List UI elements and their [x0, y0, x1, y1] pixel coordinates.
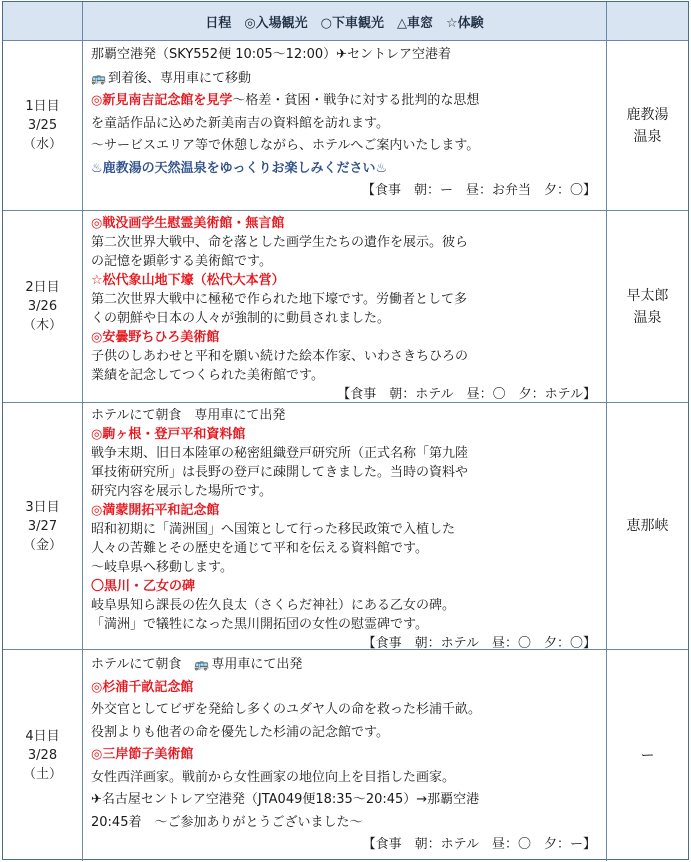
day-cell: [3, 211, 83, 402]
schedule-line: [91, 744, 600, 767]
schedule-line: [91, 812, 600, 835]
schedule-line: [91, 463, 600, 482]
day-info: [3, 211, 82, 402]
day-date: 3/25: [27, 118, 58, 133]
schedule-line: [91, 425, 600, 444]
schedule-line: [91, 290, 600, 309]
day-row: [3, 211, 688, 403]
day-cell: [3, 41, 83, 210]
schedule-text: 子供のしあわせと平和を願い続けた絵本作家、いわさきちひろの: [91, 349, 469, 364]
schedule-line: [91, 67, 600, 91]
meal-info: 【食事 朝：ホテル 昼：〇 夕：ー】: [362, 837, 596, 852]
table-header-row: [3, 2, 688, 41]
schedule-line: [91, 252, 600, 271]
schedule-line: [91, 233, 600, 252]
day-cell: [3, 403, 83, 649]
day-day: 1日目: [25, 99, 60, 114]
schedule-text: 那覇空港発（SKY552便 10:05〜12:00）✈セントレア空港着: [91, 47, 452, 62]
schedule-text: 20:45着 〜ご参加ありがとうございました〜: [91, 814, 363, 830]
schedule-line: [91, 789, 600, 812]
day-dow: （土）: [22, 767, 62, 782]
day-row: [3, 41, 688, 211]
day-date: 3/27: [27, 518, 58, 534]
schedule-line: [91, 558, 600, 577]
accommodation-line: 恵那峡: [626, 518, 669, 534]
schedule-line: [91, 615, 600, 634]
schedule-text: 戦争末期、旧日本陸軍の秘密組織登戸研究所（正式名称「第九陸: [91, 446, 469, 461]
day-row: [3, 650, 688, 861]
schedule-text: の記憶を顕彰する美術館です。: [91, 254, 272, 269]
schedule-line: [91, 834, 600, 857]
schedule-text: 昭和初期に「満洲国」へ国策として行った移民政策で入植した: [91, 522, 456, 537]
meal-info: 【食事 朝：ホテル 昼：〇 夕：ホテル】: [337, 387, 596, 402]
schedule-text: 役割よりも他者の命を優先した杉浦の記念館です。: [91, 724, 389, 740]
schedule-text: 第二次世界大戦中、命を落とした画学生たちの遺作を展示。彼ら: [91, 235, 469, 250]
schedule-line: [91, 444, 600, 463]
schedule-line: [91, 699, 600, 722]
schedule-line: [91, 214, 600, 233]
day-schedule: [83, 211, 607, 402]
accommodation-name: [607, 211, 688, 402]
schedule-text: 研究内容を展示した場所です。: [91, 484, 272, 499]
schedule-text: 人々の苦難とその歴史を通じて平和を伝える資料館です。: [91, 541, 428, 556]
accommodation-name: [607, 403, 688, 649]
day-schedule: [83, 650, 607, 861]
header-stay-cell: [607, 2, 688, 40]
day-day: 3日目: [25, 499, 60, 515]
venue-description: 〜格差・貧困・戦争に対する批判的な思想: [232, 93, 480, 108]
day-cell: [3, 650, 83, 861]
venue-name: ◎三岸節子美術館: [91, 747, 194, 762]
schedule-line: [91, 309, 600, 328]
venue-name: ◎戦没画学生慰霊美術館・無言館: [91, 216, 285, 231]
day-info: [3, 41, 82, 210]
schedule-content: [91, 653, 600, 857]
schedule-line: [91, 271, 600, 290]
meal-info: 【食事 朝：ー 昼：お弁当 夕：〇】: [361, 183, 596, 198]
accommodation-cell: [607, 41, 688, 210]
schedule-line: [91, 135, 600, 158]
schedule-line: [91, 577, 600, 596]
accommodation-line: ー: [640, 747, 655, 764]
schedule-line: [91, 501, 600, 520]
venue-name: ☆松代象山地下壕（松代大本営）: [91, 273, 285, 288]
accommodation-name: [607, 41, 688, 210]
accommodation-cell: [607, 211, 688, 402]
itinerary-table: [2, 1, 689, 860]
bus-icon: 🚌: [194, 657, 210, 671]
schedule-text: 女性西洋画家。戦前から女性画家の地位向上を目指した画家。: [91, 769, 456, 785]
schedule-line: [91, 722, 600, 745]
schedule-text: 外交官としてビザを発給し多くのユダヤ人の命を救った杉浦千畝。: [91, 702, 482, 717]
schedule-line: [91, 44, 600, 67]
schedule-text: ✈名古屋セントレア空港発（JTA049便18:35〜20:45）→那覇空港: [91, 792, 480, 807]
accommodation-line: 鹿教湯: [626, 106, 669, 123]
schedule-line: [91, 385, 600, 404]
schedule-text: ホテルにて朝食: [91, 657, 195, 672]
venue-name: ◎安曇野ちひろ美術館: [91, 330, 220, 345]
day-date: 3/26: [27, 299, 58, 314]
schedule-line: [91, 180, 600, 203]
schedule-line: [91, 653, 600, 677]
day-schedule: [83, 403, 607, 649]
accommodation-line: 温泉: [633, 128, 662, 145]
day-info: [3, 650, 82, 861]
schedule-content: [91, 406, 600, 653]
accommodation-line: 早太郎: [626, 287, 669, 304]
accommodation-line: 温泉: [633, 309, 662, 326]
day-date: 3/28: [27, 748, 58, 763]
schedule-line: [91, 347, 600, 366]
schedule-line: [91, 767, 600, 790]
header-title: 日程 ◎入場観光 ○下車観光 △車窓 ☆体験: [83, 2, 607, 40]
schedule-line: [91, 328, 600, 347]
day-schedule: [83, 41, 607, 210]
schedule-text: くの朝鮮や日本の人々が強制的に動員されました。: [91, 311, 391, 326]
meal-info: 【食事 朝：ホテル 昼：〇 夕：〇】: [362, 636, 596, 651]
schedule-text: 「満洲」で犠牲になった黒川開拓団の女性の慰霊碑です。: [91, 617, 428, 632]
venue-name: ◎満蒙開拓平和記念館: [91, 503, 220, 518]
schedule-line: [91, 366, 600, 385]
day-dow: （金）: [22, 537, 62, 553]
schedule-line: [91, 113, 600, 136]
schedule-text: 業績を記念してつくられた美術館です。: [91, 368, 324, 383]
venue-name: 〇黒川・乙女の碑: [91, 579, 196, 594]
schedule-text: 専用車にて出発: [211, 657, 303, 672]
day-day: 4日目: [25, 729, 60, 744]
schedule-text: 第二次世界大戦中に極秘で作られた地下壕です。労働者として多: [91, 292, 467, 307]
accommodation-name: [607, 650, 688, 861]
schedule-line: [91, 158, 600, 181]
schedule-text: ホテルにて朝食 専用車にて出発: [91, 408, 286, 423]
schedule-line: [91, 520, 600, 539]
accommodation-cell: [607, 403, 688, 649]
day-dow: （水）: [22, 137, 62, 152]
bus-icon: 🚌: [91, 70, 106, 85]
day-dow: （木）: [22, 318, 62, 333]
schedule-content: [91, 44, 600, 203]
schedule-line: [91, 90, 600, 113]
day-row: [3, 403, 688, 650]
schedule-text: 〜岐阜県へ移動します。: [91, 560, 233, 575]
venue-name: ◎駒ヶ根・登戸平和資料館: [91, 427, 246, 442]
accommodation-cell: [607, 650, 688, 861]
day-info: [3, 403, 82, 649]
schedule-text: ♨鹿教湯の天然温泉をゆっくりお楽しみください♨: [91, 160, 388, 176]
schedule-line: [91, 482, 600, 501]
header-day-cell: [3, 2, 83, 40]
schedule-line: [91, 406, 600, 425]
schedule-line: [91, 596, 600, 615]
day-day: 2日目: [25, 280, 60, 295]
schedule-text: 軍技術研究所」は長野の登戸に疎開してきました。当時の資料や: [91, 465, 469, 480]
schedule-content: [91, 214, 600, 404]
schedule-text: 到着後、専用車にて移動: [107, 70, 251, 86]
venue-name: ◎新見南吉記念館を見学: [91, 93, 233, 108]
venue-name: ◎杉浦千畝記念館: [91, 679, 194, 695]
schedule-text: を童話作品に込めた新美南吉の資料館を訪れます。: [91, 115, 389, 131]
schedule-text: 岐阜県知ら課長の佐久良太（さくらだ神社）にある乙女の碑。: [91, 598, 456, 613]
schedule-line: [91, 677, 600, 700]
schedule-line: [91, 539, 600, 558]
schedule-text: 〜サービスエリア等で休憩しながら、ホテルへご案内いたします。: [91, 138, 480, 153]
